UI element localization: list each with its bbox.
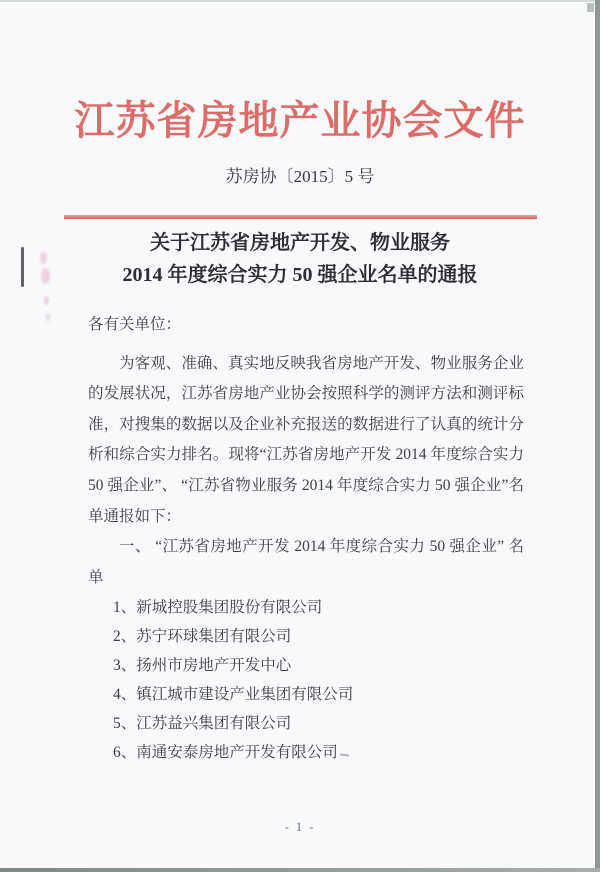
list-item: 1、新城控股集团股份有限公司 [113, 599, 323, 617]
list-item: 3、扬州市房地产开发中心 [113, 657, 292, 675]
document-number: 苏房协〔2015〕5 号 [225, 167, 375, 186]
ink-mark-artifact [21, 247, 24, 287]
document-title-line-1: 关于江苏省房地产开发、物业服务 [150, 232, 450, 254]
list-item: 2、苏宁环球集团有限公司 [113, 628, 292, 646]
scanner-corner-artifact [587, 3, 594, 12]
scanner-edge-bottom [0, 868, 600, 872]
letterhead-divider-rule [64, 215, 537, 219]
salutation: 各有关单位： [88, 316, 182, 333]
list-item: 6、南通安泰房地产开发有限公司 [113, 744, 338, 762]
list-item: 4、镇江城市建设产业集团有限公司 [113, 686, 354, 704]
scanner-edge-top [0, 0, 600, 2]
list-item: 5、江苏益兴集团有限公司 [113, 715, 292, 733]
document-title-line-2: 2014 年度综合实力 50 强企业名单的通报 [122, 263, 478, 286]
document-title [0, 228, 600, 291]
page-number: - 1 - [284, 820, 316, 834]
document-body [88, 310, 524, 767]
body-paragraph: 为客观、准确、真实地反映我省房地产开发、物业服务企业的发展状况，江苏省房地产业协会按照科学的测评方法和测评标准，对搜集的数据以及企业补充报送的数据进行了认真的统计分析和综合实力排名。现将“江苏省房地产开发 2014 年度综合实力 50 强企业”、 “江苏省物业服务 2014 年度综合实力 50 强企业”名单通报如下： [88, 354, 524, 525]
letterhead-title: 江苏省房地产业协会文件 [74, 98, 526, 143]
company-list [88, 593, 524, 767]
section-one-heading: 一、 “江苏省房地产开发 2014 年度综合实力 50 强企业” 名单 [88, 538, 524, 586]
